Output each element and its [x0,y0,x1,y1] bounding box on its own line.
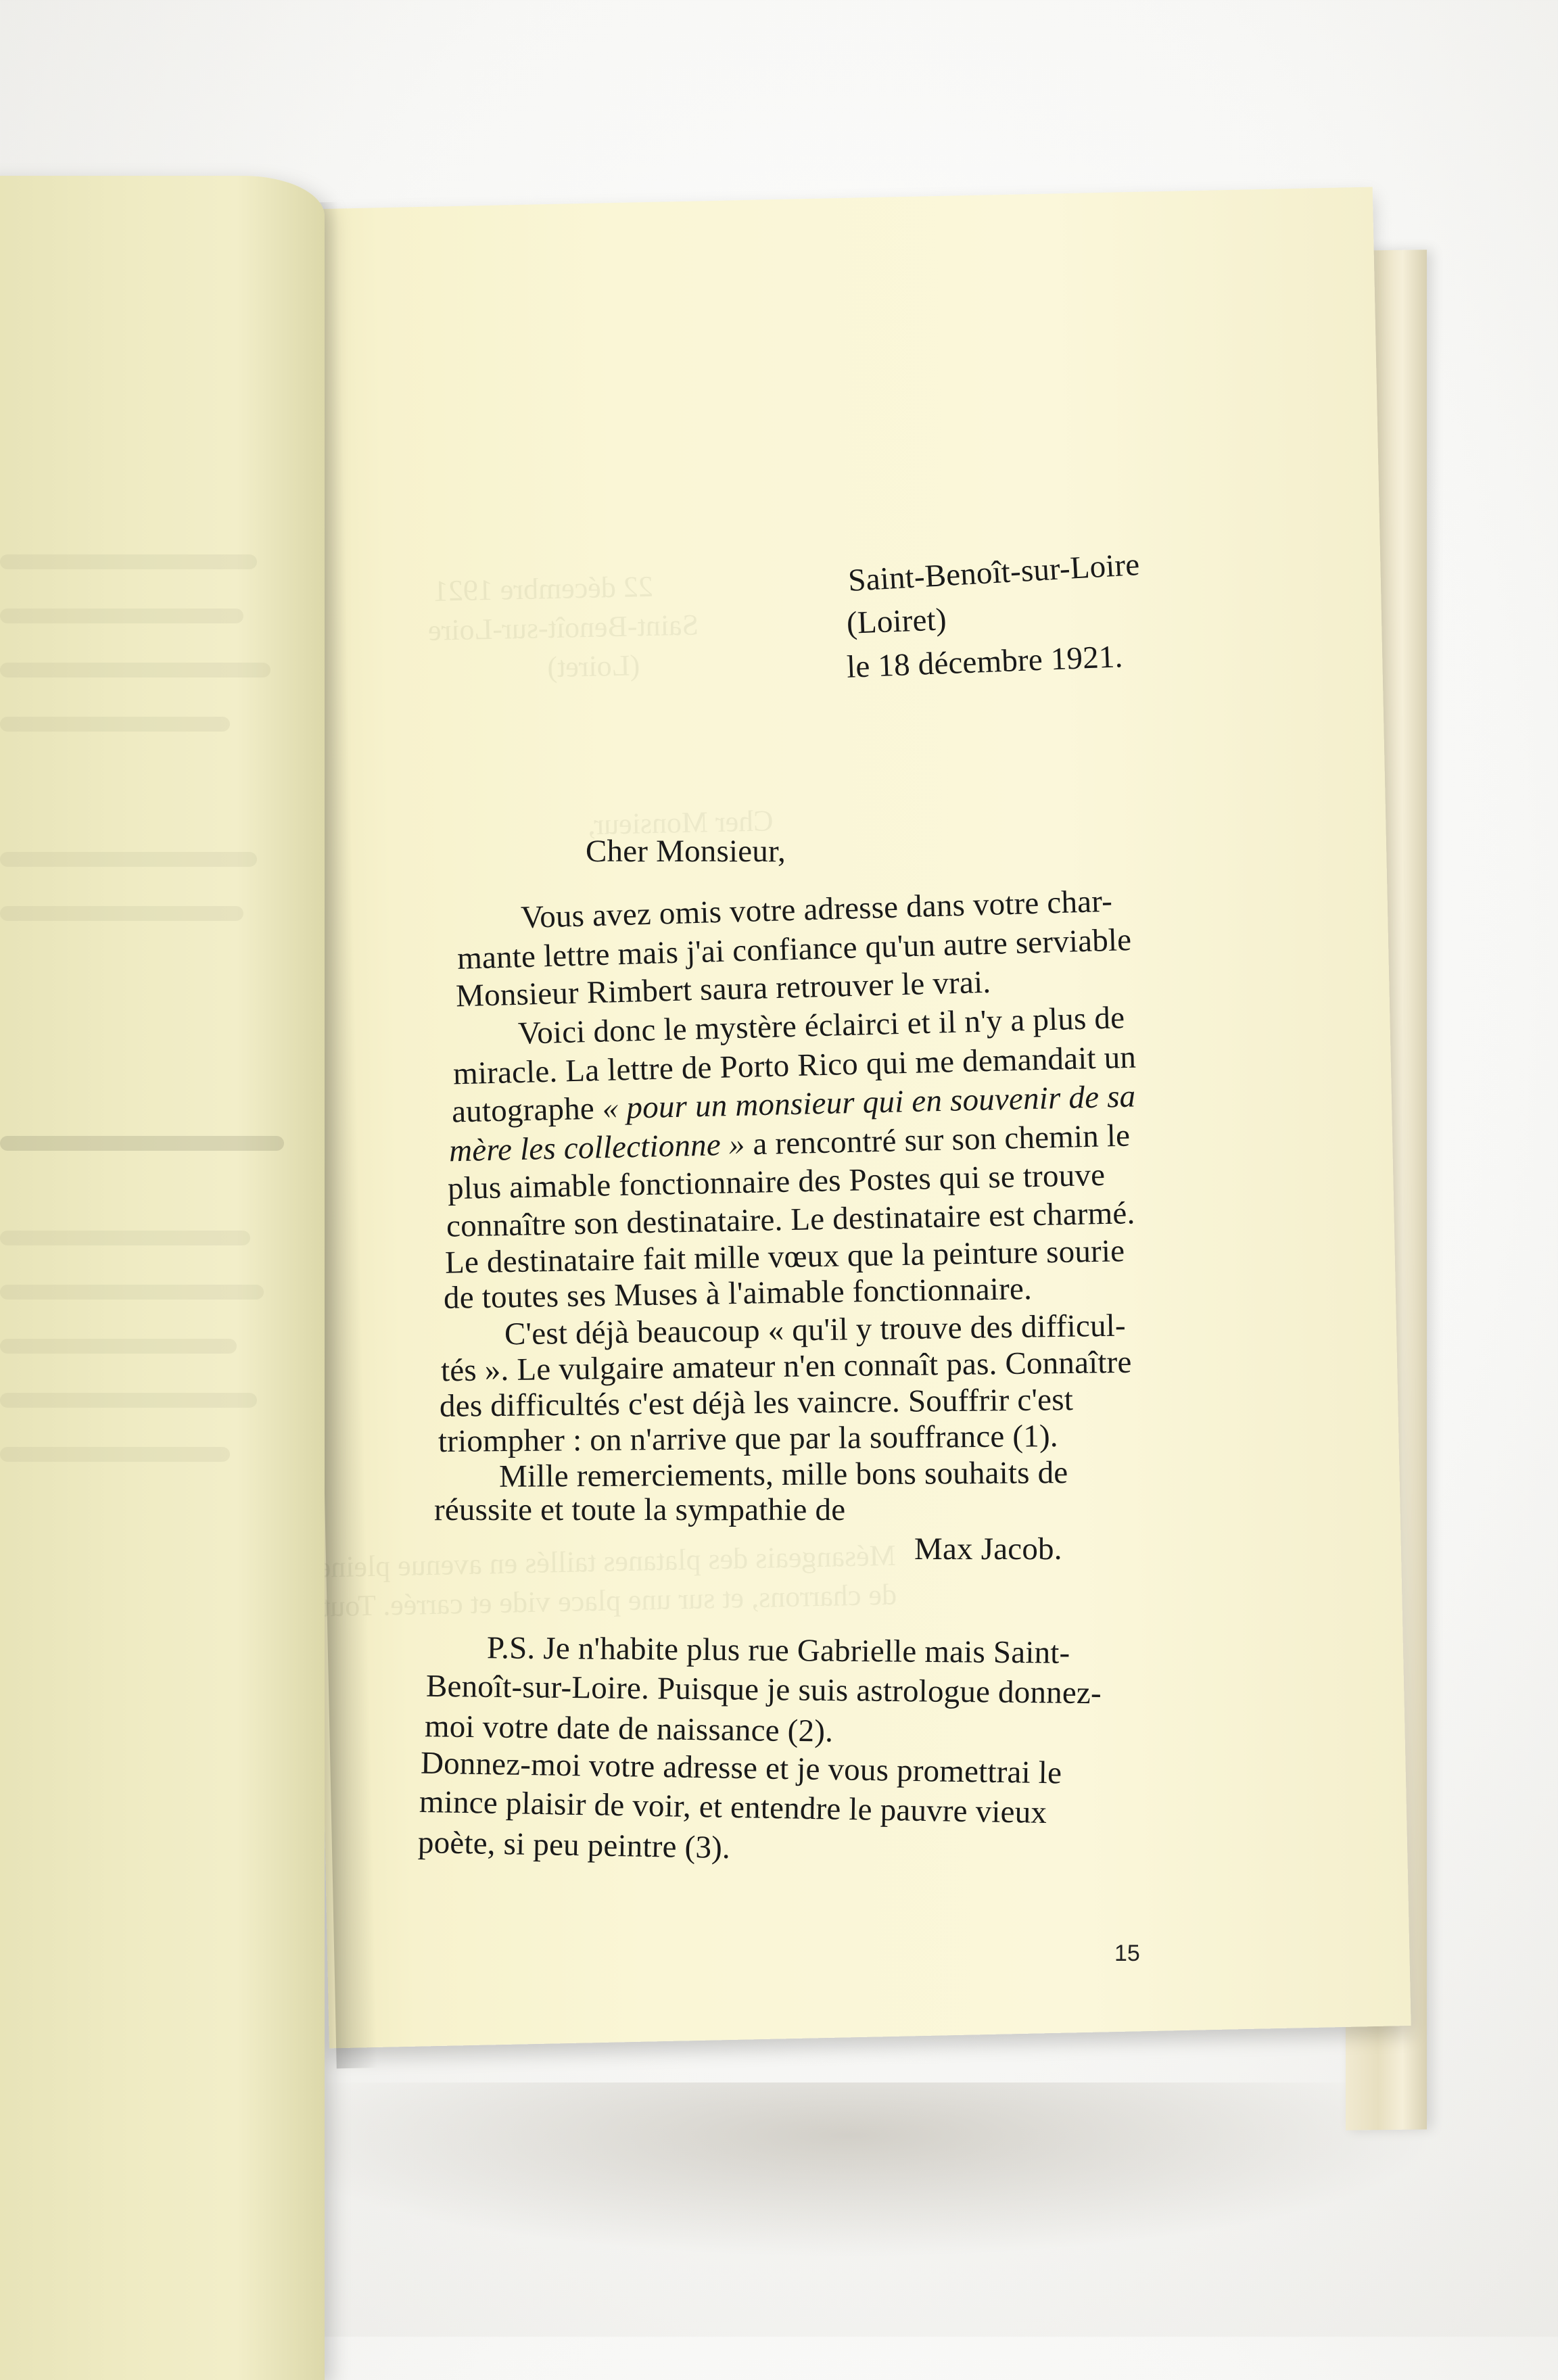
paragraph-line: mante lettre mais j'ai confiance qu'un autre serviable [456,922,1132,976]
quoted-italic-text: « pour un monsieur qui en souvenir de sa [602,1078,1136,1126]
table-shadow [257,2082,1440,2258]
show-through-text: 22 décembre 1921 Saint-Benoît-sur-Loire (Loiret) [427,568,730,684]
paragraph-line: Vous avez omis votre adresse dans votre char- [520,883,1113,936]
show-through-text: Cher Monsieur, [587,804,774,841]
plain-text: autographe [451,1091,603,1130]
paragraph-line: C'est déjà beaucoup « qu'il y trouve des difficul- [504,1308,1127,1352]
plain-text: a rencontré sur son chemin le [744,1118,1131,1162]
left-page [0,176,325,2380]
paragraph-line: Voici donc le mystère éclairci et il n'y a plus de [517,1000,1125,1051]
paragraph-line: tés ». Le vulgaire amateur n'en connaît pas. Connaître [440,1344,1132,1389]
paragraph-line: Monsieur Rimbert saura retrouver le vrai. [455,964,991,1014]
letter-place: Saint-Benoît-sur-Loire [847,546,1141,599]
letter-salutation: Cher Monsieur, [586,834,786,869]
paragraph-line: plus aimable fonctionnaire des Postes qui se trouve [447,1157,1106,1207]
letter-region: (Loiret) [846,602,947,641]
postscript-line: P.S. Je n'habite plus rue Gabrielle mais Saint- [486,1630,1070,1671]
letter-date: le 18 décembre 1921. [846,639,1124,685]
postscript-line: poète, si peu peintre (3). [417,1824,731,1866]
postscript-line: Benoît-sur-Loire. Puisque je suis astrologue donnez- [425,1668,1102,1711]
paragraph-line: réussite et toute la sympathie de [434,1492,846,1527]
paragraph-line: Mille remerciements, mille bons souhaits de [498,1455,1068,1494]
paragraph-line: de toutes ses Muses à l'aimable fonctionnaire. [443,1271,1033,1316]
quoted-italic-text: mère les collectionne » [448,1126,746,1169]
paragraph-line: Le destinataire fait mille vœux que la peinture sourie [444,1233,1125,1281]
paragraph-line: miracle. La lettre de Porto Rico qui me demandait un [452,1039,1137,1092]
postscript-line: moi votre date de naissance (2). [424,1709,834,1749]
postscript-line: mince plaisir de voir, et entendre le pauvre vieux [419,1784,1047,1831]
show-through-text: Mésangeais des platanes taillés en avenue de charrons, et sur une place vide et carrée. [382,1538,897,1622]
letter-signature: Max Jacob. [914,1531,1062,1567]
paragraph-line: connaître son destinataire. Le destinataire est charmé. [446,1195,1135,1244]
page-number: 15 [1114,1941,1140,1966]
postscript-line: Donnez-moi votre adresse et je vous promettrai le [420,1745,1062,1791]
paragraph-line: triompher : on n'arrive que par la souffrance (1). [438,1419,1058,1459]
paragraph-line: des difficultés c'est déjà les vaincre. Souffrir c'est [439,1382,1074,1424]
